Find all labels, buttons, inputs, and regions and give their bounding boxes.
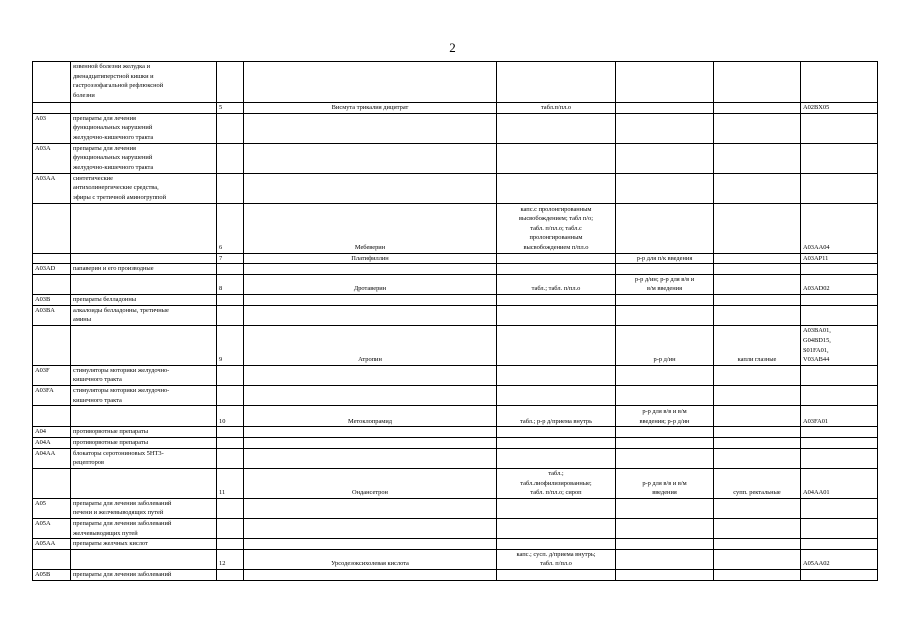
cell-atc-full-code: A03AP11 [801, 253, 878, 264]
cell-atc-code: A03A [33, 143, 71, 173]
cell-row-number: 12 [217, 549, 244, 569]
cell-row-number [217, 570, 244, 581]
cell-oral-form [497, 143, 616, 173]
table-row [33, 518, 878, 538]
cell-other-form-2: капли глазные [714, 325, 801, 365]
cell-row-number [217, 173, 244, 203]
table-row [33, 365, 878, 385]
cell-other-form-2 [714, 143, 801, 173]
cell-row-number [217, 437, 244, 448]
cell-drug-name: Метоклопрамид [244, 406, 497, 427]
cell-oral-form: капс.; сусп. д/приема внутрь; табл. п/пл.о [497, 549, 616, 569]
cell-atc-code: A05A [33, 518, 71, 538]
cell-group-name: блокаторы серотониновых 5HT3- рецепторов [71, 448, 217, 468]
cell-group-name: препараты белладонны [71, 295, 217, 306]
cell-group-name: противорвотные препараты [71, 427, 217, 438]
cell-atc-full-code [801, 295, 878, 306]
table-row [33, 253, 878, 264]
cell-oral-form [497, 498, 616, 518]
cell-injection-form [616, 427, 714, 438]
cell-other-form-2 [714, 386, 801, 406]
cell-atc-full-code [801, 427, 878, 438]
cell-injection-form [616, 386, 714, 406]
cell-injection-form [616, 437, 714, 448]
cell-injection-form [616, 295, 714, 306]
cell-atc-code: A04 [33, 427, 71, 438]
cell-atc-code [33, 274, 71, 294]
cell-group-name: препараты для лечения функциональных нарушений желудочно-кишечного тракта [71, 143, 217, 173]
cell-drug-name [244, 62, 497, 103]
cell-group-name [71, 203, 217, 253]
cell-group-name: препараты для лечения заболеваний желчевыводящих путей [71, 518, 217, 538]
table-row [33, 325, 878, 365]
cell-other-form-2 [714, 365, 801, 385]
cell-injection-form [616, 549, 714, 569]
cell-row-number [217, 518, 244, 538]
table-row [33, 539, 878, 550]
cell-atc-code [33, 253, 71, 264]
cell-drug-name: Висмута трикалия дицитрат [244, 103, 497, 114]
cell-other-form-2 [714, 406, 801, 427]
cell-group-name: синтетические антихолинергические средства, эфиры с третичной аминогруппой [71, 173, 217, 203]
cell-group-name: стимуляторы моторики желудочно- кишечного тракта [71, 365, 217, 385]
cell-oral-form [497, 570, 616, 581]
cell-drug-name [244, 498, 497, 518]
cell-oral-form [497, 305, 616, 325]
cell-row-number [217, 295, 244, 306]
cell-row-number [217, 386, 244, 406]
table-row [33, 295, 878, 306]
cell-drug-name: Урсодезоксихолевая кислота [244, 549, 497, 569]
cell-oral-form [497, 365, 616, 385]
cell-drug-name: Мебеверин [244, 203, 497, 253]
cell-injection-form: р-р для п/к введения [616, 253, 714, 264]
cell-row-number: 7 [217, 253, 244, 264]
cell-atc-code: A03F [33, 365, 71, 385]
cell-oral-form: табл.; р-р д/приема внутрь [497, 406, 616, 427]
medication-table [32, 61, 878, 581]
cell-drug-name [244, 365, 497, 385]
table-row [33, 386, 878, 406]
cell-atc-code: A03B [33, 295, 71, 306]
cell-injection-form [616, 518, 714, 538]
cell-row-number: 8 [217, 274, 244, 294]
cell-other-form-2 [714, 62, 801, 103]
cell-oral-form [497, 62, 616, 103]
cell-group-name: алкалоиды белладонны, третичные амины [71, 305, 217, 325]
cell-injection-form [616, 113, 714, 143]
cell-drug-name [244, 518, 497, 538]
cell-injection-form [616, 365, 714, 385]
cell-oral-form [497, 295, 616, 306]
cell-atc-full-code [801, 305, 878, 325]
cell-group-name [71, 253, 217, 264]
cell-atc-code: A05B [33, 570, 71, 581]
cell-other-form-2 [714, 295, 801, 306]
cell-other-form-2 [714, 305, 801, 325]
cell-group-name: папаверин и его производные [71, 264, 217, 275]
cell-oral-form [497, 253, 616, 264]
cell-atc-full-code: A03BA01, G04BD15, S01FA01, V03AB44 [801, 325, 878, 365]
cell-oral-form: капс.с пролонгированным высвобождением; табл п/о; табл. п/пл.о; табл.с пролонгированным высвобождением п/пл.о [497, 203, 616, 253]
cell-other-form-2 [714, 549, 801, 569]
cell-atc-code [33, 549, 71, 569]
cell-drug-name [244, 305, 497, 325]
cell-oral-form [497, 325, 616, 365]
cell-other-form-2: супп. ректальные [714, 468, 801, 498]
cell-atc-code: A03 [33, 113, 71, 143]
cell-atc-full-code [801, 365, 878, 385]
cell-group-name [71, 325, 217, 365]
cell-injection-form [616, 203, 714, 253]
cell-atc-full-code [801, 498, 878, 518]
table-row [33, 113, 878, 143]
cell-atc-code [33, 203, 71, 253]
cell-atc-full-code [801, 173, 878, 203]
cell-other-form-2 [714, 448, 801, 468]
cell-other-form-2 [714, 498, 801, 518]
cell-drug-name [244, 570, 497, 581]
cell-row-number [217, 448, 244, 468]
cell-injection-form [616, 570, 714, 581]
cell-injection-form: р-р для в/в и в/м введения; р-р д/ин [616, 406, 714, 427]
cell-atc-code [33, 325, 71, 365]
cell-oral-form [497, 518, 616, 538]
cell-atc-code: A03BA [33, 305, 71, 325]
table-row [33, 448, 878, 468]
cell-row-number: 5 [217, 103, 244, 114]
cell-row-number [217, 427, 244, 438]
cell-oral-form: табл.; табл. п/пл.о [497, 274, 616, 294]
cell-atc-full-code [801, 143, 878, 173]
cell-atc-code [33, 103, 71, 114]
cell-injection-form: р-р д/ин; р-р для в/в и в/м введения [616, 274, 714, 294]
cell-injection-form [616, 103, 714, 114]
cell-oral-form [497, 427, 616, 438]
cell-row-number: 6 [217, 203, 244, 253]
cell-oral-form: табл.п/пл.о [497, 103, 616, 114]
cell-row-number [217, 498, 244, 518]
cell-drug-name: Платифиллин [244, 253, 497, 264]
cell-group-name: препараты для лечения функциональных нарушений желудочно-кишечного тракта [71, 113, 217, 143]
table-row [33, 437, 878, 448]
cell-atc-full-code: A03FA01 [801, 406, 878, 427]
table-row [33, 468, 878, 498]
cell-oral-form [497, 173, 616, 203]
cell-atc-full-code [801, 539, 878, 550]
cell-atc-full-code [801, 113, 878, 143]
cell-oral-form [497, 113, 616, 143]
cell-oral-form [497, 437, 616, 448]
table-row [33, 173, 878, 203]
cell-injection-form [616, 173, 714, 203]
cell-injection-form [616, 498, 714, 518]
cell-atc-code: A03FA [33, 386, 71, 406]
cell-drug-name [244, 173, 497, 203]
cell-drug-name [244, 427, 497, 438]
cell-drug-name [244, 113, 497, 143]
cell-atc-code [33, 406, 71, 427]
table-row [33, 103, 878, 114]
cell-drug-name [244, 437, 497, 448]
cell-atc-code: A05 [33, 498, 71, 518]
cell-group-name [71, 549, 217, 569]
cell-oral-form [497, 264, 616, 275]
cell-drug-name [244, 143, 497, 173]
cell-group-name [71, 103, 217, 114]
cell-group-name: препараты для лечения заболеваний печени и желчевыводящих путей [71, 498, 217, 518]
cell-atc-full-code [801, 386, 878, 406]
cell-other-form-2 [714, 437, 801, 448]
table-row [33, 427, 878, 438]
cell-group-name: стимуляторы моторики желудочно- кишечного тракта [71, 386, 217, 406]
cell-group-name: противорвотные препараты [71, 437, 217, 448]
cell-drug-name [244, 295, 497, 306]
cell-drug-name [244, 539, 497, 550]
cell-atc-full-code [801, 62, 878, 103]
cell-injection-form: р-р д/ин [616, 325, 714, 365]
cell-atc-full-code: A03AA04 [801, 203, 878, 253]
cell-atc-code: A03AA [33, 173, 71, 203]
cell-atc-full-code [801, 570, 878, 581]
cell-oral-form [497, 448, 616, 468]
cell-group-name [71, 468, 217, 498]
cell-row-number: 9 [217, 325, 244, 365]
cell-atc-code: A05AA [33, 539, 71, 550]
cell-row-number [217, 264, 244, 275]
table-row [33, 549, 878, 569]
cell-atc-full-code [801, 437, 878, 448]
cell-group-name [71, 406, 217, 427]
cell-row-number [217, 365, 244, 385]
cell-atc-full-code [801, 518, 878, 538]
cell-row-number [217, 305, 244, 325]
cell-other-form-2 [714, 264, 801, 275]
cell-oral-form: табл.; табл.лиофилизированные; табл. п/пл.о; сироп [497, 468, 616, 498]
table-row [33, 264, 878, 275]
cell-atc-full-code: A02BX05 [801, 103, 878, 114]
cell-injection-form [616, 539, 714, 550]
table-row [33, 274, 878, 294]
cell-row-number: 10 [217, 406, 244, 427]
cell-other-form-2 [714, 570, 801, 581]
cell-other-form-2 [714, 113, 801, 143]
cell-atc-code: A04AA [33, 448, 71, 468]
cell-row-number [217, 539, 244, 550]
cell-drug-name [244, 386, 497, 406]
page-number: 2 [449, 40, 456, 55]
cell-injection-form [616, 62, 714, 103]
cell-injection-form [616, 305, 714, 325]
cell-injection-form [616, 264, 714, 275]
table-row [33, 143, 878, 173]
cell-group-name [71, 274, 217, 294]
cell-drug-name: Дротаверин [244, 274, 497, 294]
cell-row-number [217, 143, 244, 173]
cell-other-form-2 [714, 173, 801, 203]
cell-group-name: препараты для лечения заболеваний [71, 570, 217, 581]
cell-atc-code [33, 468, 71, 498]
cell-other-form-2 [714, 253, 801, 264]
cell-atc-code: A04A [33, 437, 71, 448]
cell-atc-full-code: A05AA02 [801, 549, 878, 569]
cell-drug-name [244, 264, 497, 275]
cell-atc-code [33, 62, 71, 103]
cell-atc-full-code: A03AD02 [801, 274, 878, 294]
cell-other-form-2 [714, 518, 801, 538]
cell-injection-form [616, 143, 714, 173]
cell-other-form-2 [714, 274, 801, 294]
cell-group-name: препараты желчных кислот [71, 539, 217, 550]
cell-atc-full-code: A04AA01 [801, 468, 878, 498]
cell-other-form-2 [714, 103, 801, 114]
cell-other-form-2 [714, 203, 801, 253]
table-row [33, 305, 878, 325]
cell-atc-full-code [801, 448, 878, 468]
table-row [33, 498, 878, 518]
cell-atc-code: A03AD [33, 264, 71, 275]
cell-atc-full-code [801, 264, 878, 275]
cell-other-form-2 [714, 539, 801, 550]
cell-group-name: язвенной болезни желудка и двенадцатиперстной кишки и гастроэзофагальной рефлюксной болезни [71, 62, 217, 103]
cell-oral-form [497, 386, 616, 406]
cell-other-form-2 [714, 427, 801, 438]
cell-drug-name: Атропин [244, 325, 497, 365]
cell-drug-name [244, 448, 497, 468]
table-row [33, 570, 878, 581]
cell-drug-name: Ондансетрон [244, 468, 497, 498]
cell-row-number [217, 113, 244, 143]
cell-oral-form [497, 539, 616, 550]
table-row [33, 406, 878, 427]
table-row [33, 62, 878, 103]
cell-row-number: 11 [217, 468, 244, 498]
cell-injection-form: р-р для в/в и в/м введения [616, 468, 714, 498]
cell-row-number [217, 62, 244, 103]
table-row [33, 203, 878, 253]
cell-injection-form [616, 448, 714, 468]
